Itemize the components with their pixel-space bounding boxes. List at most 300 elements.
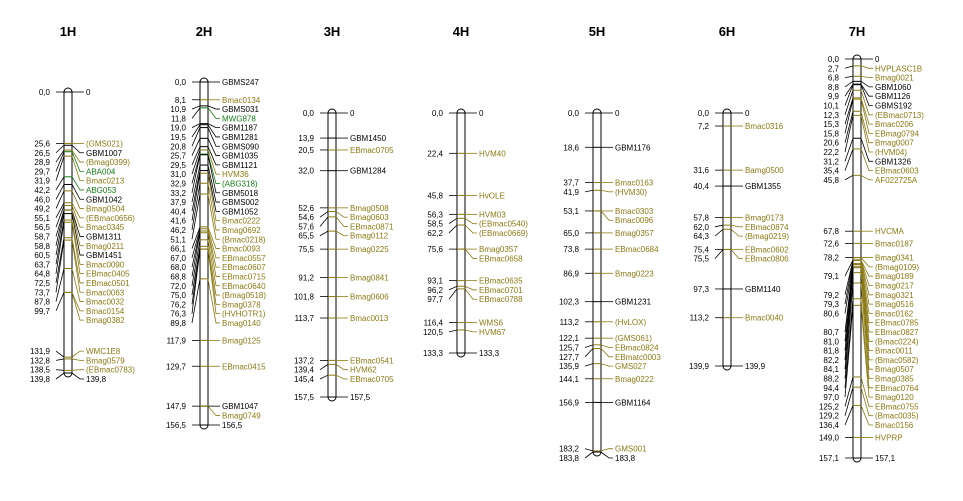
marker-connector	[72, 359, 84, 360]
marker-label: Bmag0211	[86, 241, 125, 251]
chromosome-7H	[819, 24, 924, 463]
marker-label: (Bmac0224)	[875, 337, 919, 347]
marker-position: 31,9	[34, 176, 50, 186]
position-connector	[845, 66, 853, 68]
marker-position: 0,0	[697, 109, 709, 118]
marker-position: 122,1	[558, 334, 579, 344]
position-connector	[449, 330, 457, 332]
marker-position: 113,2	[689, 313, 709, 323]
marker-position: 6,8	[827, 73, 839, 83]
marker-label: Bmag0692	[222, 225, 261, 235]
marker-position: 0,0	[302, 109, 314, 118]
marker	[559, 344, 659, 353]
marker-label: (HVHOTR1)	[222, 309, 266, 319]
marker-label: 156,5	[222, 421, 243, 430]
marker	[298, 273, 389, 282]
marker-position: 97,7	[427, 295, 443, 305]
marker-position: 29,7	[34, 167, 50, 177]
marker-label: HvOLE	[479, 191, 505, 201]
marker	[693, 214, 784, 223]
marker-position: 99,7	[34, 306, 50, 316]
position-connector	[715, 229, 723, 236]
marker-position: 18,6	[563, 143, 579, 153]
marker	[563, 179, 653, 188]
marker-connector	[601, 349, 613, 357]
position-connector	[449, 289, 457, 299]
position-connector	[320, 211, 328, 217]
marker-position: 25,6	[34, 139, 50, 149]
marker-position: 8,1	[174, 95, 186, 105]
marker-label: WMC1E8	[86, 347, 121, 357]
marker-position: 116,4	[423, 318, 443, 328]
marker-position: 156,9	[558, 398, 579, 408]
chromosome-bar	[328, 109, 336, 401]
marker	[30, 366, 135, 375]
position-connector	[192, 108, 200, 118]
marker-label: GBM1451	[86, 251, 123, 261]
marker-position: 183,2	[558, 444, 579, 454]
marker	[294, 356, 394, 365]
marker-label: (Bmag0109)	[875, 262, 920, 272]
marker-label: (GMS061)	[615, 334, 652, 344]
marker-position: 26,5	[34, 148, 50, 158]
marker-position: 156,5	[165, 421, 186, 430]
marker-label: EBmatc0003	[615, 352, 661, 362]
marker-label: HVM62	[350, 365, 377, 375]
marker	[298, 204, 389, 213]
position-connector	[845, 76, 853, 77]
marker-label: Bmag0021	[875, 73, 914, 83]
marker-label: EBmac0603	[875, 166, 919, 176]
marker-label: EBmac0755	[875, 402, 919, 412]
marker-position: 46,0	[34, 195, 50, 205]
position-connector	[449, 286, 457, 290]
marker-connector	[861, 98, 873, 124]
marker-position: 133,3	[422, 349, 443, 358]
marker-label: Bmag0841	[350, 273, 389, 283]
marker	[427, 149, 506, 158]
marker-position: 113,2	[559, 317, 579, 327]
position-connector	[192, 106, 200, 109]
marker-connector	[72, 373, 84, 379]
marker-connector	[208, 406, 220, 415]
marker-position: 75,4	[693, 245, 709, 255]
position-connector	[56, 373, 64, 379]
marker-position: 66,1	[170, 244, 186, 254]
marker	[34, 139, 123, 148]
marker-label: (Bmac0035)	[875, 411, 919, 421]
marker-label: GBM1007	[86, 148, 123, 158]
marker-position: 2,7	[827, 64, 839, 74]
marker-label: Bmac0154	[86, 306, 125, 316]
marker-label: GBMS002	[222, 198, 259, 208]
marker-label: EBmac0871	[350, 222, 394, 232]
chromosome-bar	[593, 109, 601, 456]
marker-label: GBMS247	[222, 78, 259, 87]
position-connector	[585, 452, 593, 458]
marker-label: 0	[615, 109, 620, 118]
marker-position: 67,8	[823, 227, 839, 237]
marker-label: EBmac0602	[745, 245, 789, 255]
marker	[563, 188, 647, 197]
marker	[563, 269, 654, 278]
marker-position: 40,4	[693, 182, 709, 192]
marker-connector	[601, 452, 613, 458]
marker	[693, 245, 789, 254]
marker-position: 11,8	[171, 114, 186, 124]
marker-label: Bmac0345	[86, 223, 125, 233]
chromosome-title: 3H	[323, 24, 341, 39]
marker-position: 19,0	[170, 123, 186, 133]
marker	[693, 182, 781, 191]
marker-position: 60,5	[34, 251, 50, 261]
marker-label: Bmag0382	[86, 316, 125, 326]
marker-position: 56,3	[427, 210, 443, 220]
marker-label: HVM03	[479, 210, 506, 220]
marker-connector	[336, 231, 348, 236]
marker-position: 89,8	[170, 318, 186, 328]
marker-label: (EBmac0540)	[479, 219, 528, 229]
marker-connector	[336, 364, 348, 369]
marker-label: Bmag0516	[875, 300, 914, 310]
marker-position: 25,7	[170, 151, 186, 161]
marker	[298, 146, 394, 155]
marker-position: 75,5	[298, 245, 314, 255]
marker	[298, 211, 389, 222]
chromosome-5H	[559, 24, 661, 463]
marker	[298, 134, 386, 143]
marker-label: (ABG318)	[222, 179, 258, 189]
position-connector	[449, 225, 457, 233]
marker-label: GBM1231	[615, 297, 652, 307]
marker-connector	[731, 225, 743, 227]
marker-label: Bmag0508	[350, 203, 389, 213]
marker-label: Bmac0206	[875, 120, 914, 130]
marker	[823, 227, 904, 236]
marker	[298, 245, 389, 254]
marker-position: 88,2	[823, 374, 839, 384]
marker-position: 62,2	[427, 228, 443, 238]
marker	[828, 81, 912, 92]
marker-position: 33,2	[170, 188, 186, 198]
marker-position: 64,8	[34, 269, 50, 279]
marker-label: 0	[86, 88, 91, 97]
marker-connector	[861, 377, 873, 406]
marker-position: 0,0	[431, 109, 443, 118]
marker-label: EBmac0405	[86, 269, 130, 279]
marker-position: 65,5	[298, 231, 314, 241]
marker	[427, 210, 506, 219]
marker-position: 64,3	[693, 232, 709, 242]
marker-label: (Bmac0582)	[875, 355, 919, 365]
marker-position: 75,5	[693, 254, 709, 264]
marker	[294, 293, 389, 302]
marker	[559, 362, 647, 371]
marker-position: 57,8	[693, 213, 709, 223]
marker-position: 58,5	[427, 219, 443, 229]
marker	[175, 78, 260, 87]
marker-position: 8,8	[827, 82, 839, 92]
marker-position: 7,2	[697, 122, 709, 132]
marker-label: GBM1121	[222, 160, 258, 170]
marker	[427, 286, 523, 295]
marker-label: Bmac0040	[745, 313, 784, 323]
marker-label: EBmac0764	[875, 383, 919, 393]
marker-position: 22,4	[427, 149, 443, 159]
marker	[559, 298, 652, 307]
marker-label: GBM1326	[875, 157, 912, 167]
marker-position: 55,1	[34, 213, 50, 223]
position-connector	[845, 175, 853, 180]
marker-connector	[861, 66, 873, 68]
marker-position: 132,8	[29, 356, 50, 366]
marker	[828, 74, 914, 83]
marker	[427, 191, 504, 200]
marker-label: Bamg0500	[745, 166, 784, 176]
marker-label: 0	[875, 55, 880, 64]
marker-label: Bmac0096	[615, 216, 654, 226]
marker-label: (HvLOX)	[615, 317, 647, 327]
marker-connector	[72, 220, 84, 264]
position-connector	[192, 249, 200, 313]
marker	[427, 277, 523, 286]
marker-label: HVPLASC1B	[875, 64, 923, 74]
marker-label: GBM1042	[86, 195, 123, 205]
marker-label: EBmac0705	[350, 145, 394, 155]
chromosome-4H	[423, 24, 528, 358]
marker-position: 72,5	[34, 278, 50, 288]
marker	[563, 245, 659, 254]
marker-connector	[731, 250, 743, 259]
marker-position: 139,4	[293, 365, 314, 375]
marker-position: 72,6	[823, 239, 839, 249]
marker-label: Bmag0321	[875, 290, 914, 300]
position-connector	[56, 191, 64, 209]
position-connector	[320, 364, 328, 369]
marker-label: Bmag0507	[875, 365, 914, 375]
marker-label: (EBmac0656)	[86, 213, 135, 223]
marker-label: 157,5	[350, 393, 371, 402]
marker-label: GBM1126	[875, 92, 911, 102]
marker-position: 129,2	[818, 411, 839, 421]
marker-position: 97,3	[693, 284, 709, 294]
marker-position: 80,6	[823, 309, 839, 319]
marker-label: GBM1284	[350, 166, 387, 176]
position-connector	[585, 449, 593, 451]
position-connector	[56, 184, 64, 199]
marker-label: Bmag0125	[222, 336, 261, 346]
marker-connector	[861, 111, 873, 142]
marker-label: (EBmac0669)	[479, 228, 528, 238]
marker-connector	[861, 175, 873, 180]
marker-position: 135,9	[558, 362, 579, 372]
marker-label: EBmac0684	[615, 245, 659, 255]
marker-position: 58,7	[34, 232, 50, 242]
position-connector	[585, 345, 593, 348]
marker-label: EBmac0701	[479, 285, 523, 295]
chromosome-title: 7H	[848, 24, 866, 39]
marker-label: Bmac0156	[875, 421, 914, 431]
marker-label: GBM5018	[222, 188, 259, 198]
marker-label: GBMS192	[875, 101, 912, 111]
marker-label: (EBmac0713)	[875, 110, 924, 120]
marker-position: 65,0	[563, 228, 579, 238]
marker-position: 157,5	[293, 393, 314, 402]
marker-position: 96,2	[427, 285, 443, 295]
marker-position: 82,2	[823, 355, 839, 365]
marker-position: 157,1	[818, 454, 839, 463]
marker-connector	[72, 351, 84, 357]
marker-position: 139,9	[688, 362, 709, 371]
marker-label: GBM1052	[222, 207, 259, 217]
marker-label: GBM1187	[222, 123, 258, 133]
marker-position: 45,8	[823, 175, 839, 185]
marker-position: 0,0	[567, 109, 579, 118]
marker-label: Bmag0223	[615, 269, 654, 279]
marker-position: 10,9	[170, 105, 186, 115]
marker-position: 68,0	[170, 263, 186, 273]
marker	[295, 314, 389, 323]
marker-position: 79,3	[823, 300, 839, 310]
marker-label: HVPRP	[875, 433, 903, 443]
marker-label: EBmac0557	[222, 253, 266, 263]
marker-label: EBmac0607	[222, 263, 266, 273]
marker-connector	[72, 145, 84, 152]
marker-position: 31,2	[823, 157, 839, 167]
marker-label: Bmac0063	[86, 288, 125, 298]
marker-label: GBM1035	[222, 151, 259, 161]
marker	[294, 375, 394, 384]
marker-position: 84,1	[823, 365, 839, 375]
marker-position: 87,8	[34, 297, 50, 307]
marker-position: 73,7	[34, 288, 50, 298]
marker-connector	[861, 76, 873, 77]
marker-position: 28,9	[34, 158, 50, 168]
marker-label: EBmac0658	[479, 254, 523, 264]
marker-position: 49,2	[34, 204, 50, 214]
marker-label: GBMS090	[222, 142, 259, 152]
marker-position: 93,1	[427, 276, 443, 286]
marker-label: HVCMA	[875, 227, 904, 237]
chromosome-bar	[853, 55, 861, 462]
chromosome-title: 1H	[59, 24, 77, 39]
marker-label: Bmag0222	[615, 374, 654, 384]
marker-label: EBmac0785	[875, 318, 919, 328]
marker	[170, 105, 259, 114]
marker-label: Bmac0032	[86, 297, 125, 307]
marker-label: Bmac0093	[222, 244, 261, 254]
chromosome-bar	[457, 109, 465, 357]
marker-connector	[336, 217, 348, 227]
marker-label: EBmac0827	[875, 328, 919, 338]
marker-label: EBmag0794	[875, 129, 920, 139]
position-connector	[56, 177, 64, 190]
marker-label: EBmac0640	[222, 281, 266, 291]
marker	[559, 375, 654, 384]
marker-label: Bmac0213	[86, 176, 125, 186]
marker-label: Bmac0303	[615, 206, 654, 216]
marker-label: (HVM30)	[615, 187, 648, 197]
marker-label: Bmac0013	[350, 314, 389, 324]
position-connector	[585, 364, 593, 366]
marker-label: Bmac0162	[875, 309, 914, 319]
marker-label: GBM1164	[615, 398, 651, 408]
marker-position: 97,0	[823, 393, 839, 403]
marker-position: 137,2	[293, 356, 314, 366]
position-connector	[449, 218, 457, 223]
marker-connector	[465, 225, 477, 233]
marker-position: 46,2	[170, 225, 186, 235]
marker-label: Bmag0357	[615, 228, 654, 238]
marker-position: 31,0	[170, 170, 186, 180]
marker-position: 94,4	[823, 383, 839, 393]
marker-label: GBM1140	[745, 284, 781, 294]
marker	[693, 223, 789, 232]
marker-label: 139,8	[86, 375, 107, 384]
marker-label: EBmac0635	[479, 276, 523, 286]
marker-position: 138,5	[29, 365, 50, 375]
marker-position: 76,2	[170, 300, 186, 310]
position-connector	[320, 217, 328, 227]
marker	[298, 167, 386, 176]
marker-label: HVM67	[479, 327, 506, 337]
marker-label: Bmag0385	[875, 374, 914, 384]
chromosome-6H	[689, 24, 789, 371]
marker-label: Bmag0225	[350, 245, 389, 255]
chromosome-3H	[294, 24, 394, 402]
marker-position: 149,0	[818, 433, 839, 443]
chromosome-bar	[200, 78, 208, 429]
marker-label: Bmag0173	[745, 213, 784, 223]
marker-label: Bmac0090	[86, 260, 125, 270]
chromosome-bar	[64, 88, 72, 377]
position-connector	[56, 370, 64, 371]
marker	[563, 143, 651, 152]
marker-position: 51,1	[170, 235, 186, 245]
marker-position: 79,2	[823, 290, 839, 300]
marker-position: 86,9	[563, 269, 579, 279]
marker-label: Bmac0187	[875, 239, 914, 249]
marker-connector	[861, 81, 873, 87]
marker-label: EBmac0541	[350, 356, 394, 366]
marker-label: (Bmag0399)	[86, 158, 131, 168]
marker-position: 41,6	[170, 216, 186, 226]
marker-position: 136,4	[818, 421, 839, 431]
marker-connector	[72, 370, 84, 371]
marker-position: 57,6	[298, 222, 314, 232]
marker	[560, 318, 647, 327]
marker	[298, 231, 388, 241]
position-connector	[845, 405, 853, 425]
marker-connector	[465, 218, 477, 223]
marker-position: 20,5	[298, 145, 314, 155]
marker	[828, 64, 922, 73]
marker-position: 80,7	[823, 328, 839, 338]
marker-label: GBM1047	[222, 402, 259, 412]
marker-label: GMS027	[615, 362, 647, 372]
marker-label: EBmac0788	[479, 295, 523, 305]
marker-position: 56,5	[34, 223, 50, 233]
marker-label: Bmag0504	[86, 204, 125, 214]
marker	[563, 229, 654, 238]
marker	[559, 445, 647, 454]
marker-label: MWG878	[222, 114, 256, 124]
marker-position: 75,6	[427, 245, 443, 255]
marker-position: 91,2	[298, 273, 314, 283]
marker-label: Bmag0140	[222, 318, 261, 328]
marker-position: 0,0	[174, 78, 186, 87]
marker-position: 20,6	[823, 138, 839, 148]
